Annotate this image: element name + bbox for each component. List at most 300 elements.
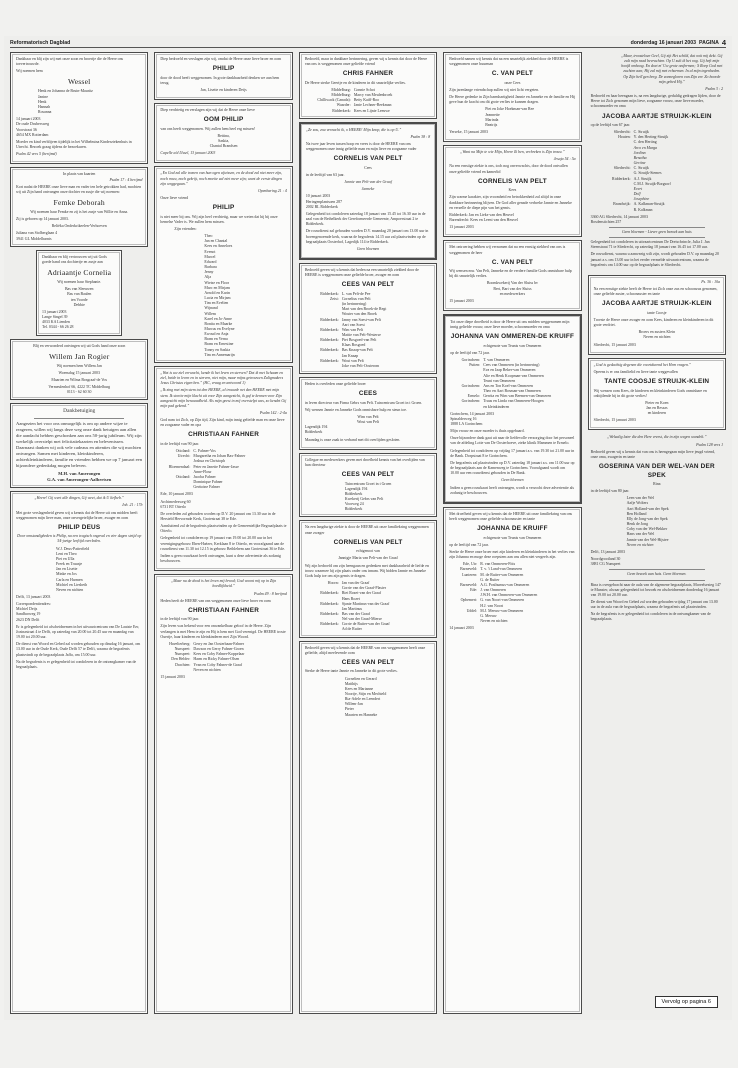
place: Ridderkerk: <box>320 622 339 627</box>
person: Dolf <box>633 192 641 197</box>
place: Chilliwack (Canada): <box>317 98 351 103</box>
person: Gerrita en Wim van Beemen-van Ommeren <box>483 394 552 399</box>
death-ad-tante-coosje <box>588 358 726 431</box>
ad-sign: Bert, Bart van der Sluiss <box>493 286 532 291</box>
ad-note: De rouwdienst zal gehouden worden D.V. maandag 20 januari om 13.00 uur in bovengenoemde kerk, waarna de begrafenis 14.15 uur zal plaatsvinden op de begraafplaats Oosterhof, Lagedijk 114 te Ridderkerk. <box>305 229 429 244</box>
family-member: W.J. Deus-Patterfield <box>56 546 90 551</box>
ad-name: CEES <box>358 390 378 398</box>
family-member: Carla en Harmen <box>56 577 83 582</box>
ad-name: TANTE COOSJE STRUIJK-KLEIN <box>604 378 710 386</box>
person: Jacoba Fahner <box>193 474 216 479</box>
place: Putten: <box>469 363 481 368</box>
ad-date: Delft, 13 januari 2003 <box>590 549 625 554</box>
ad-address-line: 3360 AG Sliedrecht, 14 januari 2003 <box>590 214 648 219</box>
advert-columns <box>10 52 726 1014</box>
person: C. Struijk <box>633 130 649 135</box>
ad-name: JACOBA AARTJE STRUIJK-KLEIN <box>601 300 712 308</box>
person: Wouter van den Broek <box>341 312 377 317</box>
ad-address-line: 1888 LA Gorinchem <box>450 422 483 426</box>
ad-name: Adriaantje Cornelia <box>47 268 112 278</box>
ad-address-line: Spinalderweg 16 <box>450 416 477 421</box>
person: Yvan en Coby Fahner-de Graaf <box>193 662 242 667</box>
death-ad-cees-colleagues <box>299 453 437 518</box>
ad-text: in leven directeur van Firma Gebrs van Pelt. Tuincentrum Groei in t Groen. <box>304 400 423 405</box>
family-member: Ben Holland <box>626 511 647 516</box>
ad-address-line: Sandhorweg 19 <box>16 612 41 617</box>
death-ad-goserina <box>588 433 726 1014</box>
ad-text: De Heere gedenke in Zijn barmhartigheid Jannie en Janneke en de familie en Hij geve hun de kracht om dit grote verlies te kunnen dragen. <box>449 95 576 105</box>
ad-verse-ref: Psalm 49 : 8 berijmd <box>253 591 287 596</box>
ad-date: Sliedrecht, 15 januari 2003 <box>593 418 636 423</box>
ad-name: CEES VAN PELT <box>341 658 395 666</box>
ad-text: Heden is overleden onze geliefde broer <box>304 382 366 387</box>
ad-address-line: Lagendijk 194 <box>304 425 328 430</box>
ad-verse: „Ze zou, zou vernacht ik, o HEERE! Mijn knop, die is op U.” <box>305 127 402 132</box>
ad-address-line: Juliana van Stolberglaan 4 <box>16 231 58 236</box>
ad-date: 14 januari 2003 <box>16 117 41 122</box>
ad-parents: Jannie van Pelt-van der Graaf <box>344 180 392 185</box>
ad-name: CORNELIS VAN PELT <box>333 538 403 546</box>
person: Evert <box>633 186 643 191</box>
place <box>591 208 631 213</box>
place: Uddel: <box>466 608 478 613</box>
ad-place: Ede, 10 januari 2003 <box>160 492 193 497</box>
ad-verse: „Welzalig later die den Here vreest, die in zijn wegen wandelt.” <box>607 435 707 440</box>
person: T. van Ommeren <box>483 358 510 363</box>
place: Ridderkerk: <box>320 291 339 296</box>
ad-name: CORNELIS VAN PELT <box>333 155 403 163</box>
friend-name: Theo <box>204 234 213 239</box>
family-table <box>305 581 431 633</box>
death-ad-cees-van-pelt-family <box>299 263 437 374</box>
place: Ridderkerk: <box>320 338 339 343</box>
ad-sign: G.A. van Amerongen-Aalbertsen <box>47 477 112 483</box>
person: Truus en Linda van Ommeren-Hoogen <box>483 399 544 404</box>
person: J.W.H. van Ommeren-van Ommeren <box>480 593 538 598</box>
person: G. de Ruiter <box>480 577 500 582</box>
ad-title: Dankbetuiging <box>63 408 96 415</box>
person: H.J. van Noort <box>480 603 504 608</box>
person: (in herinnering) <box>341 302 367 307</box>
friend-name: Evenot <box>204 249 216 254</box>
person: Betty Kaiff-Roo <box>353 98 380 103</box>
family-member: Pieter en Koen <box>645 400 669 405</box>
ad-text: God nam tot Zich, op Zijn tijd, Zijn kind, mijn innig geliefde man en onze lieve en zorgzame vader en opa <box>160 418 285 428</box>
person: Alie en Henk Koopman-van Ommeren <box>483 373 544 378</box>
person: Cees van Ommeren (in herinnering) <box>483 363 540 368</box>
place: Sliedrecht: <box>613 130 631 135</box>
family-member: Pieter <box>344 707 354 712</box>
family-member: Neven en nichten <box>643 335 671 340</box>
ad-verse: „Maar nu de dood is het leven mij brood; God woont mij op in Zijn hoedlijkheid.” <box>171 579 277 589</box>
death-ad-johanna-de-kruiff <box>443 507 581 1014</box>
person: Gerry en Jan Oosterbaan-Fahner <box>193 641 245 646</box>
ad-text: Bedroefd, maar in dankbare herinnering, geven wij u kennis dat door de Heere van ons is weggenomen onze geliefde vriend <box>304 57 428 67</box>
person: Marcy van Meulenbroek <box>353 93 393 98</box>
death-ad-cornelis-friend <box>443 145 581 237</box>
person: en kleinkinderen <box>483 404 510 409</box>
ad-address-line: Noordgrootland 30 <box>590 557 621 562</box>
ad-sign: Wim van Pelt <box>357 415 379 419</box>
ad-verse: „God is gedachtig degenen die voortdurend het Hem vragen.” <box>593 362 692 367</box>
ad-text: van ons heeft weggenomen. Wij zullen hem heel erg missen! <box>160 126 255 131</box>
friend-name: Kees en Anneloes <box>204 244 233 249</box>
ad-address-line: 2623 DN Delft <box>16 617 40 622</box>
friend-name: Tonny en Saskia <box>204 347 231 352</box>
thanks-ad <box>10 403 148 488</box>
ad-age: op de leeftijd van 72 jaar. <box>450 350 490 355</box>
person: L. van Pelt-de Pee <box>341 291 371 296</box>
ad-address-line: Ridderkerk <box>304 430 323 435</box>
person: Riet Rozet-van der Graaf <box>341 591 382 596</box>
ad-text: Kort nadat de HEERE onze lieve man en vader ten hele getrokken had, mochten wij uit Zijn hand ontvangen onze dochter en zusje die wij noemen: <box>16 184 142 194</box>
ad-address-line: Archimedesweg 60 <box>160 499 191 504</box>
friend-name: Alja <box>204 275 212 280</box>
ad-name: GOSERINA VAN DER WEL-VAN DER SPEK <box>598 463 715 479</box>
ad-text: Sterke de Heere tante Jannie en Janneke in dit grote verlies. <box>304 669 398 674</box>
place <box>449 619 477 624</box>
ad-name: CHRIS FAHNER <box>342 70 394 78</box>
ad-sub: tante Coosje <box>647 310 667 315</box>
ad-age: in de leeftijd van 90 jaar. <box>160 617 200 622</box>
family-member: Piet en Ulla <box>56 556 75 561</box>
ad-note: De dienst van Woord en Gebed zal worden gehouden vrijdag 17 januari om 13.00 uur in de aula van de begraafplaats, waarna de begrafenis zal plaatsvinden. <box>590 599 718 610</box>
place: Ede, Utr: <box>462 562 478 567</box>
ad-date: 15 januari 2003 <box>160 674 185 679</box>
ad-address-line: 3881 CG Nunspeet <box>590 562 621 567</box>
family-member: Jeannette <box>485 112 500 117</box>
ad-address-line: De oude Drubersweg <box>16 122 50 127</box>
ad-lead: Dankbaar en blij vertrouwen wij uit Gods goede hand ons dochtertje en zusje aan <box>42 254 107 264</box>
ad-text: Troeste de Heere onze zwager en oom Kees, kinderen en kleinkinderen in dit grote verdriet. <box>593 318 714 328</box>
family-table <box>305 292 431 369</box>
family-member: Maarten en Hanneke <box>344 712 378 717</box>
header-right <box>631 38 726 47</box>
birth-ad-willem <box>10 339 148 401</box>
ad-note: Na de begrafenis is er gelegenheid tot condoleren in de ontvangkamer van de begraafplaats. <box>590 612 711 622</box>
column-2 <box>154 52 292 1014</box>
ad-address-line: Michiel Deijs <box>16 607 38 612</box>
ad-text: Wij wensen Jannie en Janneke Gods onmisbare hulp en steun toe. <box>304 407 407 412</box>
death-ad-christiaan-fahner-2 <box>154 574 292 1014</box>
ad-date: 13 januari 2003 <box>42 309 67 314</box>
ad-text: door de dood heeft weggenomen. In grote dankbaarheid denken we aan hem terug. <box>160 75 280 85</box>
ad-sub: Door omstandigheden is Philip, na een tragisch ongeval en vier dagen strijd op 54-jarige leeftijd overleden. <box>17 534 142 544</box>
place: Ridderkerk: <box>320 348 339 353</box>
family-member: Aart Holland-van der Spek <box>626 506 669 511</box>
person: R. Kalkman <box>633 207 653 212</box>
family-member: Bas van Baalen <box>67 292 92 297</box>
family-list <box>56 547 142 593</box>
ad-note: Moeder en kind verblijven tijdelijk in het Wilhelmina Kinderziekenhuis in Utrecht. Bezoek graag tijdens de bezoekuren. <box>16 139 132 150</box>
person: Neven en nichten <box>480 618 508 623</box>
ad-parents: Jannigje Maria van Pelt-van der Graaf <box>338 556 398 561</box>
person: Gertine <box>633 161 646 166</box>
family-member: Beatrijs <box>485 122 498 127</box>
family-member: Leni en Theo <box>56 551 77 556</box>
person: Y. den Herting-Struijk <box>633 135 669 140</box>
ad-intro: Onze lieve vriend <box>160 196 189 201</box>
place: Ermelo: <box>467 394 481 399</box>
person: Sjanie Martinus-van der Graaf <box>341 601 390 606</box>
ad-verse-ref: Jesaja 54 : 5a <box>553 157 576 162</box>
death-ad-philip-deus <box>10 491 148 1014</box>
ad-sub: echtgenoot van <box>356 549 380 554</box>
family-member: Michiel en Liesbeth <box>56 582 88 587</box>
ad-sub: Cees <box>364 165 372 170</box>
ad-text: Met droefheid geven wij u kennis dat de HEERE uit onze familiekring van ons heeft weggenomen onze geliefde schoonzuster en tante <box>449 511 573 522</box>
person: Arco en Marga <box>633 145 658 150</box>
family-table <box>160 449 286 490</box>
person: C.M.J. Struijk-Borgsorf <box>633 181 671 186</box>
place: Sliedrecht: <box>613 166 631 171</box>
family-member: Chantal Brandsen <box>209 144 238 149</box>
friend-name: Tim en Evelien <box>204 301 229 306</box>
ad-text: Na een ernstige ziekte heeft de Heere tot Zich onze zus en schoonzus genomen, onze geliefde zuster, schoonzuster en tante <box>593 287 718 297</box>
person: Peter en Janette Fahner-Jasse <box>193 464 239 469</box>
ad-note: Gelegenheid tot condoleren op vrijdag 17 januari a.s. van 19.30 tot 21.00 uur in de Bank. Dorpstraat 8 te Gorinchem. <box>450 448 575 458</box>
ad-address-line: Voorstraat 36 <box>16 127 37 132</box>
ad-age: in de leeftijd van 63 jaar. <box>305 172 345 177</box>
ad-verse: „Ik zing met mijn stem tot den HEERE, al trouwde net den HEERE met mijn stem. Ik storttе mijn klacht uit voor Zijn aangezicht, ik gaf te kennen voor Zijn aangezicht mijn benauwdheid. Als mijn geest in mij overstelpt was, zo kendet Gij mijn pad gekend.” <box>160 388 287 408</box>
ad-sign: M.H. van Amerongen <box>58 471 101 477</box>
place: Brandwijk: <box>613 202 631 207</box>
ad-name: Willem Jan Rogier <box>48 351 110 361</box>
ad-verse-ref: Psalm 17 : 4 berijmd <box>109 177 143 182</box>
ad-address-line: 3941 GL Middelharnis <box>16 236 52 241</box>
company-line: Ridderkerk <box>344 491 363 496</box>
ad-name: C. VAN PELT <box>491 258 533 266</box>
ad-sign: Barendrecht: Kees en Leeni van den Heuvel <box>449 218 518 223</box>
ad-text: Wij wensen mw. Van Pelt, Janneke en de verdere familie Gods onmisbare hulp bij dit smartelijk verlies. <box>449 269 572 279</box>
friend-name: Edward <box>204 259 217 264</box>
place: Ridderkerk: <box>320 327 339 332</box>
friend-name: Marcus en Evelyne <box>204 326 235 331</box>
friend-name: Marc en Mirjam <box>204 285 230 290</box>
person: Jan Martinus <box>341 606 363 611</box>
ad-verse: „Want na Mijn te wie Mijn, Heere Ik ben, verbreken is Zijn trouw.” <box>460 150 565 155</box>
family-member: Hans van der Wel <box>626 532 655 537</box>
ad-note: Rina is overgebracht naar de aula van de algemene begraafplaats, Moreelsesteg 147 te Munster, alwaar gelegenheid tot bezoek en afscheidnemen donderdag 16 januari van 19.00 tot 20.00 uur. <box>590 582 721 597</box>
page-label: PAGINA <box>699 39 719 46</box>
ad-sub: onze Cees <box>504 80 521 85</box>
family-member: Piet en Joke Hoekman-van Ree <box>485 107 535 112</box>
family-list <box>345 677 431 718</box>
person: Mart van den Broek-de Regt <box>341 307 387 312</box>
family-member: Ria-Adele en Leendert <box>344 697 381 702</box>
ad-name: PHILIP <box>212 204 235 212</box>
family-member: Matthijs <box>344 681 358 686</box>
person: Josephine <box>633 197 650 202</box>
birth-ad-femke <box>10 167 148 246</box>
ad-note: Aansluitend zal de begrafenis plaatsvinden op de Gemeentelijke Begraafplaats te Otterlo. <box>160 524 287 534</box>
person: Jordinn <box>633 150 646 155</box>
death-ad-cees-nephews <box>299 641 437 1014</box>
place: Ede: <box>470 588 478 593</box>
ad-verse-ref: Ps. 36 : 10a <box>701 279 721 284</box>
ad-verse-ref: Psalm 142 : 2-4a <box>259 411 287 416</box>
person: Teuni van Ommeren <box>483 378 516 383</box>
ad-address-line: Bosdenstichten 257 <box>590 219 622 224</box>
ad-text: Sterke de Heere onze broer met zijn kinderen en kleinkinderen in het verlies van zijn Johanna en moge deze roepstem aan ons allen niet vergeefs zijn. <box>449 549 575 560</box>
birth-ad-wessel <box>10 52 148 164</box>
publication-name: Reformatorisch Dagblad <box>10 39 71 46</box>
person: Corrie van der Graaf-Plasier <box>341 586 386 591</box>
family-table <box>160 642 286 673</box>
ad-text: is niet meer bij ons. Wij zijn heel verdrietig, maar we weten dat hij bij onze hemelse Vader is. We zullen hem missen. <box>160 214 278 224</box>
friend-name: Tim en Annemarijn <box>204 352 235 357</box>
friend-name: Marcel <box>204 254 216 259</box>
friends-list <box>204 234 286 358</box>
place: Gorinchem: <box>461 383 481 388</box>
family-member: Hannah <box>38 104 51 109</box>
ad-address-line: Lange Singel 39 <box>42 315 68 320</box>
family-list <box>485 107 575 128</box>
ad-age: in de leeftijd van 90 jaar. <box>160 441 200 446</box>
person: R. van Ommeren-Fitts <box>480 562 516 567</box>
person: Neven en nichten <box>193 667 221 672</box>
person: G. Struijk-Siemes <box>633 171 662 176</box>
friend-name: Bonita en Maarke <box>204 321 233 326</box>
page-header <box>10 38 726 48</box>
death-ad-philip-1 <box>154 52 292 100</box>
ad-text: Na een langdurige ziekte is door de HEERE uit onze familiekring weggenomen onze zwager <box>304 525 429 535</box>
family-member: Rosanna <box>38 110 52 115</box>
family-table <box>591 130 723 213</box>
family-member: Henk en Johanna de Bruin-Mauritz <box>38 89 93 94</box>
ad-text: Bedroefd geven wij u kennis dat heden na een smartelijk ziekbed door de HEERE is weggenomen onze geliefde broer, zwager en oom <box>304 267 419 278</box>
company-line: Ridderkerk <box>344 507 363 512</box>
ad-text: Na een ernstige ziekte is ons, toch nog onverwachts, door de dood ontvallen onze geliefde vriend en kamerlid <box>449 164 568 174</box>
ad-text: Diep bedroefd en verslagen zijn wij, omdat de Heere onze lieve broer en oom <box>160 57 282 61</box>
ad-verse-ref: Psalm 128 vers 1 <box>696 442 724 447</box>
friend-name: Jenny <box>204 270 214 275</box>
family-member: Noortje, Stijn en Mechteld <box>344 691 387 696</box>
family-member: Kees en Marianne <box>344 686 374 691</box>
ad-note: Maandag is onze zaak in verband met dit overlijden gesloten. <box>304 437 401 442</box>
death-ad-cornelis-in-laws <box>299 520 437 637</box>
ad-note: De begrafenis zal plaatsvinden op D.V. zaterdag 18 januari a.s. om 11.00 uur op de begraafplaats aan de Kamenweg te Gorinchem. Voorafgaand wordt om 10.00 uur een rouwdienst gehouden in De Bank. <box>450 460 575 476</box>
family-member: Aafje Wolters <box>626 501 649 506</box>
place: Drachten: <box>175 662 191 667</box>
family-member: Janine <box>38 94 48 99</box>
person: Piet Bosgoed-van Pelt <box>341 338 377 343</box>
place: Middelburg: <box>331 93 351 98</box>
family-member: Neven en nichten <box>626 542 654 547</box>
ad-note: Mijn vrouw en onze moeder is thuis opgebaard. <box>450 429 525 434</box>
person: T. v. 't Land-van Ommeren <box>480 567 523 572</box>
ad-sign: Wout van Pelt <box>357 420 379 425</box>
ad-title: In plaats van kaarten <box>63 172 96 177</box>
death-ad-chris-fahner <box>299 52 437 119</box>
ad-text: Met grote verslagenheid geven wij u kennis dat de Heere uit ons midden heeft weggenomen mijn lieve man, onze onvergetelijke broer, zwager en oom <box>16 510 138 520</box>
person: C. Struijk <box>633 166 649 171</box>
ad-verse: „En God zal alle tranen van hun ogen afwissen, en de dood zal niet meer zijn, noch rouw, noch gekrijt, noch moeite zal niet meer zijn; want de eerste dingen zijn weggegaan.” <box>160 171 282 186</box>
ad-lead: Dankbaar en blij zijn wij met onze zoon en broertje die de Heere ons toevertrouwde. <box>16 57 124 67</box>
family-list <box>627 496 723 548</box>
ad-address-line: Heringenplantsoen 287 <box>305 199 343 204</box>
ad-address-line: Correspondentieadres: <box>16 602 52 607</box>
ad-verse-ref: Joh. 21 : 17b <box>121 503 143 508</box>
place: Ridderkerk: <box>332 108 351 113</box>
ad-address-line: 4654 MX Rotterdam <box>16 132 49 137</box>
person: Janny van Soest-van Pelt <box>341 317 381 322</box>
friend-name: Arnold en Karin <box>204 290 230 295</box>
family-member: Marinda <box>485 117 499 122</box>
family-member: Leen van der Wel <box>626 496 655 501</box>
death-ad-christiaan-fahner <box>154 366 292 571</box>
column-3 <box>299 52 437 1014</box>
family-member: Elly de Jong-van der Spek <box>626 516 668 521</box>
column-5 <box>588 52 726 1014</box>
person: Joke van Pelt-Oosterom <box>341 363 380 368</box>
continue-link[interactable]: Vervolg op pagina 6 <box>655 996 718 1008</box>
death-ad-johanna-van-ommeren <box>443 314 581 504</box>
friend-name: Wietse en Floor <box>204 280 230 285</box>
place: Ridderkerk: <box>612 176 631 181</box>
family-member: Bas van Sleeuwen <box>64 287 94 292</box>
ad-sub: Wij noemen haar Femke en zij is het zusje van Willie en Anna. <box>30 210 129 214</box>
person: Dawson en Gerry Fahner-Groen <box>193 647 244 652</box>
person: M.J. Meeuw-van Ommeren <box>480 608 524 613</box>
friend-name: Willem <box>204 311 216 316</box>
ad-note: Geen bloemen <box>356 246 380 251</box>
person: Janie Lechner-Beekman <box>353 103 392 108</box>
ad-note: De dienst van Woord en Gebed zal worden gehouden op dinsdag 16 januari, om 13.00 uur in de Oude Kerk, Oude Delft 57 te Delft, waarna de begrafenis plaatsvindt op de begraafplaats Jaffa, om 15.00 uur. <box>16 642 141 657</box>
ad-text: Met ontroering hebben wij vernomen dat na een ernstig ziekbed van ons is weggenomen de heer <box>449 245 566 255</box>
death-ad-jacoba-family <box>588 275 726 355</box>
ad-name: Wessel <box>67 77 91 87</box>
place: Ridderkerk: <box>320 591 339 596</box>
place: Gorinchem: <box>461 399 481 404</box>
place: Gorinchem: <box>461 358 481 363</box>
person: Eva en Jaap Beker-van Ommeren <box>483 368 536 373</box>
ad-name: PHILIP <box>212 65 235 73</box>
ad-sign: Ridderkerk: Jan en Lieke van den Heuvel <box>449 212 514 217</box>
ad-note: Geen bezoek aan huis. Geen bloemen. <box>627 572 687 577</box>
ad-age: op de leeftijd van 72 jaar. <box>449 542 489 547</box>
company-list <box>345 482 431 513</box>
person: Wout van Pelt <box>341 358 364 363</box>
ad-text: Bedroefd geven wij u kennis dat van ons is heengegaan mijn lieve jeugd vriend, onze oma, zwagerin en tante <box>590 449 716 459</box>
family-member: Jan en Lisette <box>56 567 78 572</box>
newspaper-page <box>4 36 732 1020</box>
person: Klaas Bosgoed <box>341 343 366 348</box>
friend-name: Barbara <box>204 265 217 270</box>
person: J. van Ommeren <box>480 588 506 593</box>
ad-note: Indien u geen rouwkaart heeft ontvangen, wordt u verzocht deze advertentie als zodanig te beschouwen. <box>450 485 575 495</box>
death-ad-c-van-pelt-neighbours <box>443 52 581 142</box>
person: Dominique Fahner <box>193 480 223 485</box>
ad-child: Janneke <box>361 187 375 192</box>
ad-sign: en medewerkers <box>499 291 526 296</box>
family-member: ten Voorde <box>70 297 88 302</box>
person: Mattie van Pelt-Westerse <box>341 332 381 337</box>
ad-note: Gelegenheid tot condoleren in uitvaartcentrum De Dreiscbrincle, Julia J. Jan Steenstraat 71 te Sliedrecht, op zaterdag 18 januari van 16.45 tot 17.00 uur. <box>590 240 710 250</box>
ad-note: Er is gelegenheid tot afscheidnemen in het uitvaartcentrum van De Laatste Eer, Jozinastraat 4 te Delft, op zaterdag van 20.00 tot 20.45 uur en maandag van 19.00 tot 20.00 uur. <box>16 624 140 640</box>
family-member: Broers en zusters Klein <box>638 330 676 335</box>
person: Ans en Ton Koel-van Ommeren <box>483 383 534 388</box>
ad-sign: Boomkwekerij Van der Sluiss bv <box>486 281 538 286</box>
ad-sub: Rina <box>653 482 661 487</box>
ad-name: CHRISTIAAN FAHNER <box>188 606 260 614</box>
company-line: Lagendijk 194 <box>344 486 368 491</box>
person: Bas van der Graaf <box>341 611 371 616</box>
place: Utrecht: <box>177 454 191 459</box>
place: Ottoland: <box>175 474 191 479</box>
place: Havelterberg: <box>169 641 191 646</box>
page-number: 4 <box>721 38 726 47</box>
